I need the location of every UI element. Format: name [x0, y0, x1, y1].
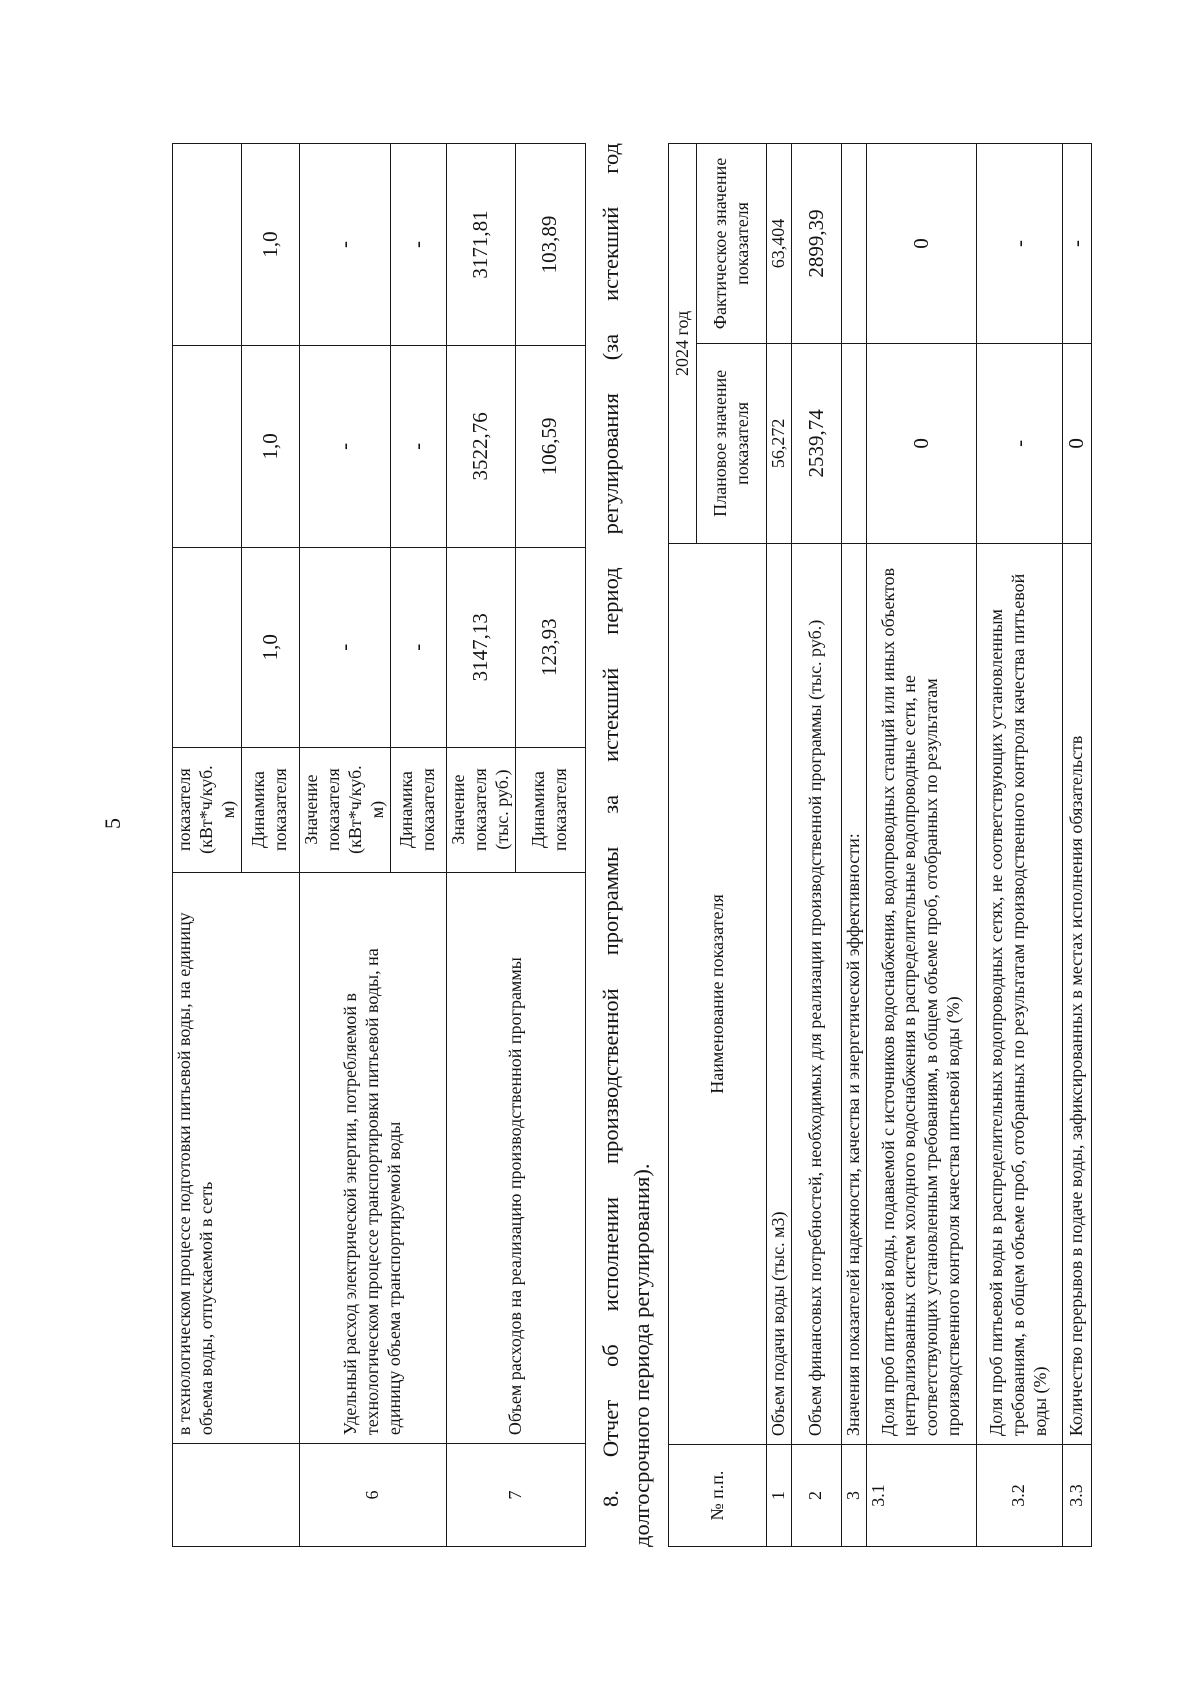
sub-label: Динамика показателя [515, 747, 585, 872]
indicator-name: Количество перерывов в подаче воды, зафиксированных в местах исполнения обязательств [1062, 543, 1091, 1444]
column-header-fact: Фактическое значение показателя [697, 144, 767, 344]
section-8-heading-line1: 8. Отчет об исполнении производственной программы за истекший период регулирования (за истекший год [598, 143, 623, 1507]
fact-value [841, 144, 866, 344]
value-cell: - [390, 547, 446, 747]
value-cell: - [390, 345, 446, 547]
table-row [1062, 144, 1091, 1547]
value-cell: 123,93 [515, 547, 585, 747]
sub-label: Значение показателя (кВт*ч/куб. м) [299, 747, 390, 872]
continued-indicator-table [172, 143, 586, 1547]
value-cell: 3147,13 [446, 547, 515, 747]
table-row [791, 144, 841, 1547]
indicator-name: Значения показателей надежности, качества и энергетической эффективности: [841, 543, 866, 1444]
indicator-name: Объем расходов на реализацию производственной программы [446, 872, 585, 1444]
row-number [173, 1444, 300, 1547]
row-number: 2 [791, 1445, 841, 1547]
plan-value: - [976, 343, 1062, 543]
section-8-heading [596, 143, 657, 1547]
table-row [976, 144, 1062, 1547]
value-cell [173, 144, 242, 346]
table-row [767, 144, 792, 1547]
table-row [841, 144, 866, 1547]
value-cell: 103,89 [515, 144, 585, 346]
value-cell [173, 547, 242, 747]
indicator-name: Объем финансовых потребностей, необходимых для реализации производственной программы (тыс. руб.) [791, 543, 841, 1444]
value-cell: 1,0 [241, 345, 299, 547]
indicator-name: в технологическом процессе подготовки питьевой воды, на единицу объема воды, отпускаемой в сеть [173, 872, 300, 1444]
value-cell: - [299, 345, 390, 547]
production-program-report-table [668, 143, 1092, 1547]
row-number: 3 [841, 1445, 866, 1547]
indicator-name: Удельный расход электрической энергии, потребляемой в технологическом процессе транспортировки питьевой воды, на единицу объема транспортируемой воды [299, 872, 446, 1444]
table-row [866, 144, 976, 1547]
row-number: 3.1 [866, 1445, 976, 1547]
value-cell: 3522,76 [446, 345, 515, 547]
table-row [173, 144, 242, 1547]
sub-label: Динамика показателя [390, 747, 446, 872]
value-cell: 1,0 [241, 144, 299, 346]
plan-value: 0 [1062, 343, 1091, 543]
column-header-number: № п.п. [669, 1445, 767, 1547]
plan-value: 56,272 [767, 343, 792, 543]
table-header-row [669, 144, 697, 1547]
fact-value: 63,404 [767, 144, 792, 344]
column-header-plan: Плановое значение показателя [697, 343, 767, 543]
row-number: 3.2 [976, 1445, 1062, 1547]
fact-value: 0 [866, 144, 976, 344]
row-number: 6 [299, 1444, 446, 1547]
plan-value: 0 [866, 343, 976, 543]
plan-value [841, 343, 866, 543]
page-number: 5 [100, 818, 125, 829]
table-row [299, 144, 390, 1547]
table-row [446, 144, 515, 1547]
fact-value: 2899,39 [791, 144, 841, 344]
value-cell: 106,59 [515, 345, 585, 547]
value-cell: 3171,81 [446, 144, 515, 346]
row-number: 7 [446, 1444, 585, 1547]
indicator-name: Доля проб питьевой воды, подаваемой с источников водоснабжения, водопроводных станций или иных объектов централизованных систем холодного водоснабжения в распределительные водопроводные сети, не соответствующих установленным требованиям, в общем объеме проб, отобранных по результатам производственного контроля качества питьевой воды (%) [866, 543, 976, 1444]
sub-label: показателя (кВт*ч/куб. м) [173, 747, 242, 872]
sub-label: Значение показателя (тыс. руб.) [446, 747, 515, 872]
value-cell: 1,0 [241, 547, 299, 747]
column-header-name: Наименование показателя [669, 543, 767, 1444]
value-cell: - [299, 144, 390, 346]
row-number: 3.3 [1062, 1445, 1091, 1547]
plan-value: 2539,74 [791, 343, 841, 543]
value-cell: - [390, 144, 446, 346]
sub-label: Динамика показателя [241, 747, 299, 872]
column-header-year: 2024 год [669, 144, 697, 544]
value-cell [173, 345, 242, 547]
fact-value: - [976, 144, 1062, 344]
row-number: 1 [767, 1445, 792, 1547]
section-8-heading-line2: долгосрочного периода регулирования). [628, 1163, 654, 1547]
indicator-name: Объем подачи воды (тыс. м3) [767, 543, 792, 1444]
fact-value: - [1062, 144, 1091, 344]
indicator-name: Доля проб питьевой воды в распределительных водопроводных сетях, не соответствующих установленным требованиям, в общем объеме проб, отобранных по результатам производственного контроля качества питьевой воды (%) [976, 543, 1062, 1444]
value-cell: - [299, 547, 390, 747]
